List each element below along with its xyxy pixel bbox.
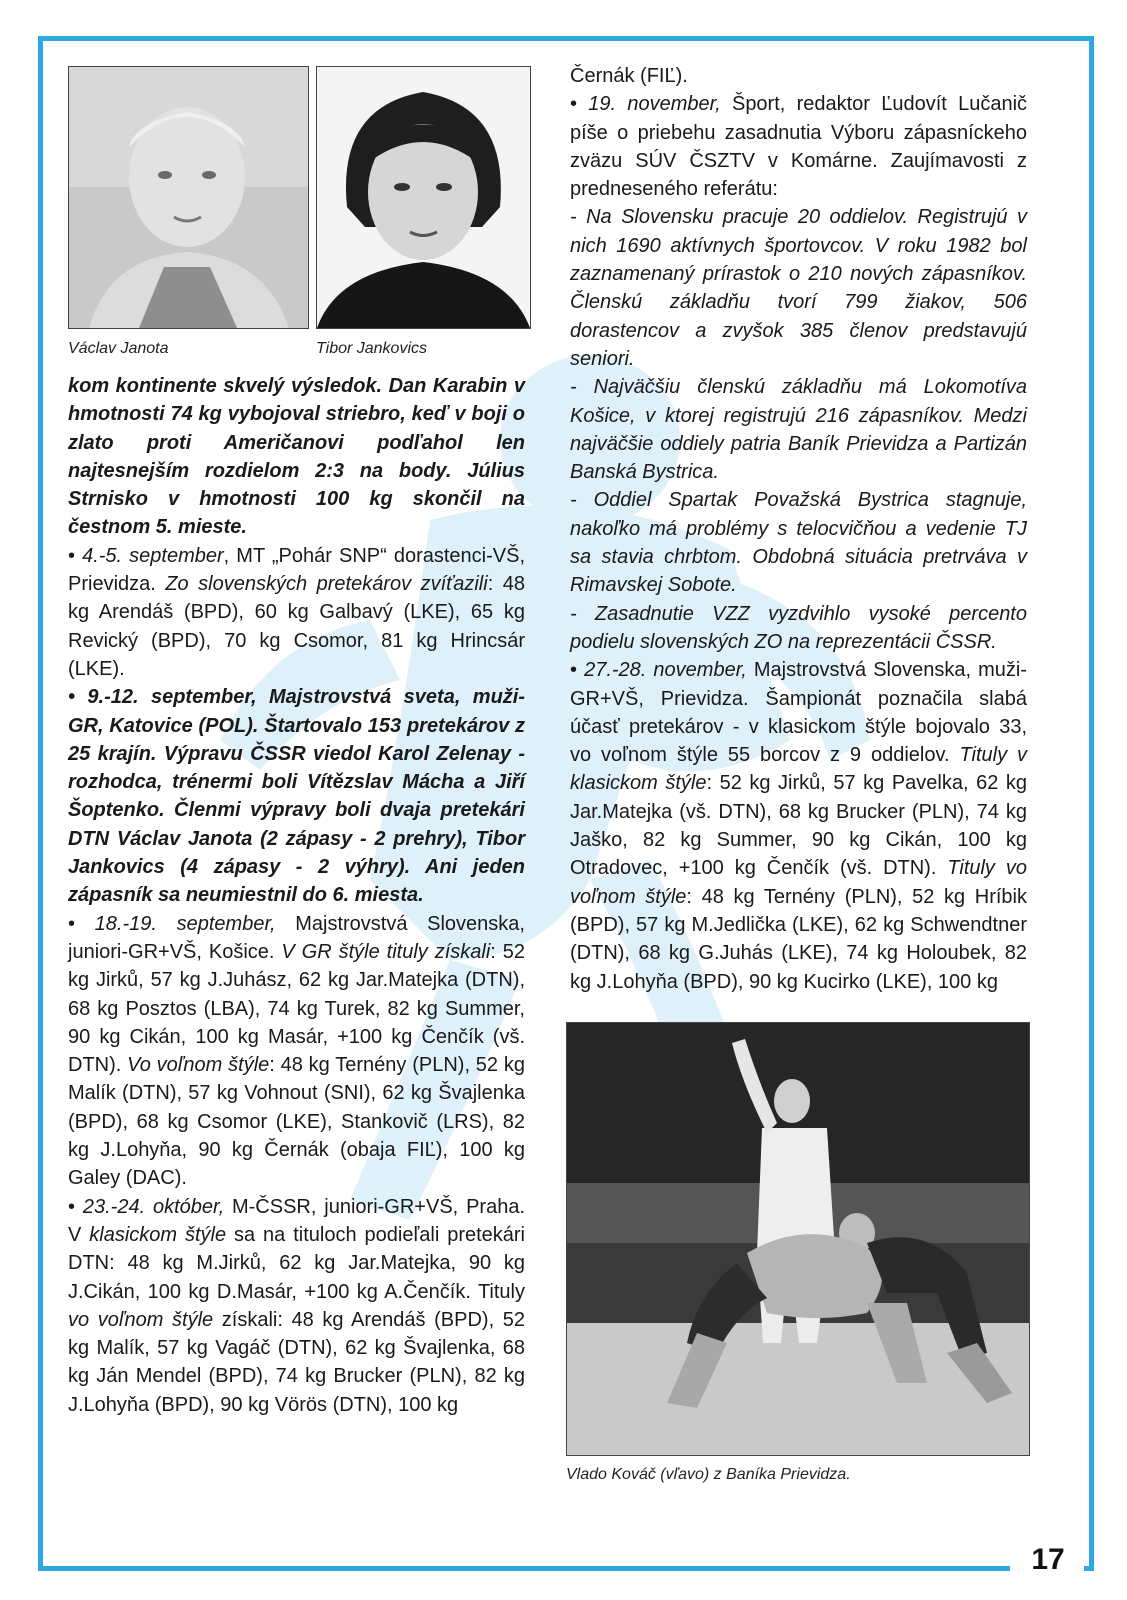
- text: : 48 kg Ternény (PLN), 52 kg Malík (DTN), 57 kg Vohnout (SNI), 62 kg Švajlenka (BPD), 68 kg Csomor (LKE), Stankovič (LRS), 82 kg J.Lohyňa, 90 kg Černák (obaja FIĽ), 100 kg Galey (DAC).: [68, 1054, 525, 1190]
- text: sa na tituloch podieľali pretekári DTN: 48 kg M.Jirků, 62 kg Jar.Matejka, 90 kg J.Cikán, 100 kg D.Masár, +100 kg A.Čenčík. Tituly: [68, 1223, 526, 1303]
- paragraph-bold: kom kontinente skvelý výsledok. Dan Karabin v hmotnosti 74 kg vybojoval striebro, keď v boji o zlato proti Američanovi podľahol len najtesnejším rozdielom 2:3 na body. Július Strnisko v hmotnosti 100 kg skončil na čestnom 5. mieste.: [68, 375, 525, 539]
- bullet: •: [570, 659, 585, 682]
- portrait-image: [69, 67, 308, 328]
- photo-tibor-jankovics: [316, 66, 531, 329]
- text: získali: 48 kg Arendáš (BPD), 52 kg Malík, 57 kg Vagáč (DTN), 62 kg Švajlenka, 68 kg Ján Mendel (BPD), 74 kg Brucker (PLN), 82 kg J.Lohyňa (BPD), 90 kg Vörös (DTN), 100 kg: [68, 1308, 526, 1416]
- paragraph: Černák (FIĽ).: [570, 65, 688, 87]
- text: : 52 kg Jirků, 57 kg Pavelka, 62 kg Jar.Matejka (vš. DTN), 68 kg Brucker (PLN), 74 kg Jaško, 82 kg Summer, 90 kg Cikán, 100 kg Otradovec, +100 kg Čenčík (vš. DTN).: [570, 772, 1027, 880]
- text: M-ČSSR, juniori-GR+VŠ, Praha. V: [68, 1195, 525, 1246]
- paragraph-italic: - Najväčšiu členskú základňu má Lokomotíva Košice, v ktorej registrujú 216 zápasníkov. Medzi najväčšie oddiely patria Baník Prievidza a Partizán Banská Bystrica.: [570, 376, 1027, 484]
- left-column: [68, 372, 525, 1419]
- portrait-image: [317, 67, 530, 328]
- bullet: •: [570, 93, 589, 116]
- italic-text: V GR štýle tituly získali: [281, 940, 491, 963]
- paragraph: [68, 910, 525, 1193]
- paragraph-italic: - Na Slovensku pracuje 20 oddielov. Registrujú v nich 1690 aktívnych športovcov. V roku 1982 bol zaznamenaný prírastok o 210 nových zápasníkov. Členskú základňu tvorí 799 žiakov, 506 dorastencov a zvyšok 385 členov predstavujú seniori.: [570, 206, 1027, 370]
- text: : 52 kg Jirků, 57 kg J.Juhász, 62 kg Jar.Matejka (DTN), 68 kg Posztos (LBA), 74 kg Turek, 82 kg Summer, 90 kg Cikán, 100 kg Masár, +100 kg Čenčík (vš. DTN).: [68, 940, 525, 1077]
- italic-text: Zo slovenských pretekárov zvíťazili: [165, 573, 488, 596]
- text: , MT „Pohár SNP“ dorastenci-VŠ, Prievidza.: [68, 544, 525, 596]
- photo-vaclav-janota: [68, 66, 309, 329]
- italic-text: klasickom štýle: [89, 1223, 227, 1246]
- text: Šport, redaktor Ľudovít Lučanič píše o priebehu zasadnutia Výboru zápasníckeho zväzu SÚV ČSZTV v Komárne. Zaujímavosti z predneseného referátu:: [570, 93, 1028, 201]
- text: 9.-12. september, Majstrovstvá sveta, muži-GR, Katovice (POL). Štartovalo 153 pretekárov z 25 krajín. Výpravu ČSSR viedol Karol Zelenay - rozhodca, trénermi boli Vítězslav Mácha a Jiří Šoptenko. Členmi výpravy boli dvaja pretekári DTN Václav Janota (2 zápasy - 2 prehry), Tibor Jankovics (4 zápasy - 2 výhry). Ani jeden zápasník sa neumiestnil do 6. miesta.: [68, 686, 525, 907]
- italic-text: Tituly vo voľnom štýle: [570, 857, 1027, 908]
- italic-text: Vo voľnom štýle: [127, 1054, 270, 1077]
- italic-text: vo voľnom štýle: [68, 1308, 214, 1331]
- photo-wrestling-match: [566, 1022, 1030, 1456]
- text: Majstrovstvá Slovenska, muži-GR+VŠ, Prievidza. Šampionát poznačila slabá účasť pretekárov - v klasickom štýle bojovalo 33, vo voľnom štýle 55 borcov z 9 oddielov.: [570, 659, 1027, 767]
- date: 18.-19. september,: [94, 912, 276, 935]
- paragraph: [68, 542, 525, 683]
- paragraph: [68, 1193, 525, 1419]
- caption-wrestling-photo: Vlado Kováč (vľavo) z Baníka Prievidza.: [566, 1466, 851, 1483]
- caption-tibor-jankovics: Tibor Jankovics: [316, 340, 428, 357]
- date: 23.-24. október,: [82, 1195, 225, 1218]
- bullet: •: [68, 544, 83, 567]
- paragraph-italic: - Oddiel Spartak Považská Bystrica stagnuje, nakoľko má problémy s telocvičňou a vedenie TJ sa stavia chrbtom. Obdobná situácia pretrváva v Rimavskej Sobote.: [570, 489, 1027, 597]
- paragraph: [570, 656, 1027, 996]
- italic-text: Tituly v klasickom štýle: [570, 744, 1027, 795]
- date: 27.-28. november,: [584, 659, 747, 682]
- bullet: •: [68, 686, 88, 709]
- paragraph-bold: [68, 683, 525, 909]
- bullet: •: [68, 912, 95, 935]
- right-column: [570, 62, 1027, 996]
- date: 19. november,: [588, 93, 721, 116]
- wrestling-image: [567, 1023, 1029, 1455]
- paragraph-italic: - Zasadnutie VZZ vyzdvihlo vysoké percento podielu slovenských ZO na reprezentácii ČSSR.: [570, 602, 1027, 653]
- date: 4.-5. september: [82, 544, 224, 567]
- bullet: •: [68, 1195, 83, 1218]
- text: Majstrovstvá Slovenska, juniori-GR+VŠ, Košice.: [68, 912, 525, 963]
- caption-vaclav-janota: Václav Janota: [68, 340, 169, 357]
- page-number: 17: [1031, 1543, 1065, 1576]
- paragraph: [570, 90, 1027, 203]
- text: : 48 kg Ternény (PLN), 52 kg Hríbik (BPD), 57 kg M.Jedlička (LKE), 62 kg Schwendtner (DTN), 68 kg G.Juhás (LKE), 74 kg Holoubek, 82 kg J.Lohyňa (BPD), 90 kg Kucirko (LKE), 100 kg: [570, 885, 1027, 993]
- text: : 48 kg Arendáš (BPD), 60 kg Galbavý (LKE), 65 kg Revický (BPD), 70 kg Csomor, 81 kg Hrincsár (LKE).: [68, 573, 526, 680]
